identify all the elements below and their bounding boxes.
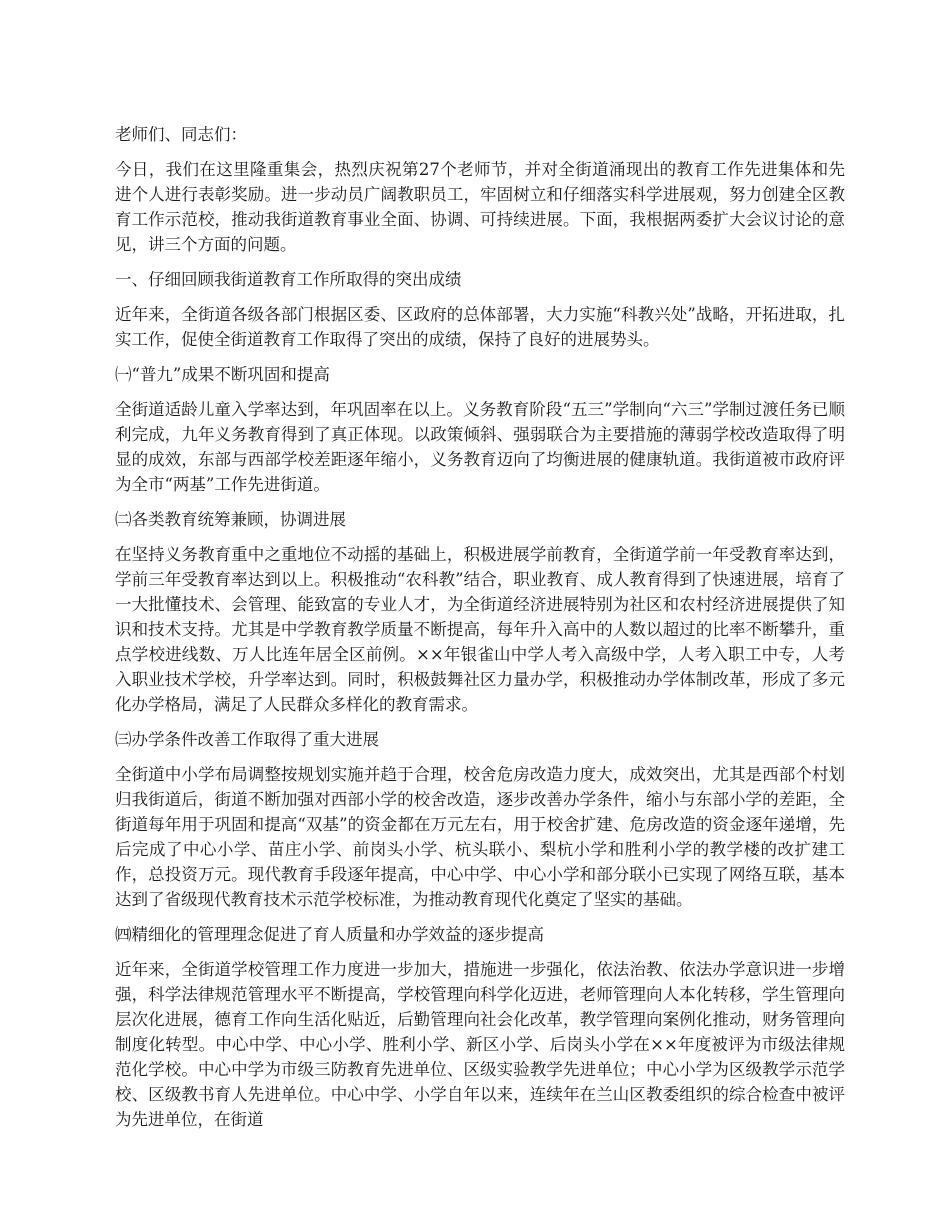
subsection-1-heading: ㈠“普九”成果不断巩固和提高 [115, 365, 330, 384]
subsection-3-paragraph: 全街道中小学布局调整按规划实施并趋于合理，校舍危房改造力度大，成效突出，尤其是西部个村划归我街道后，街道不断加强对西部小学的校舍改造，逐步改善办学条件，缩小与东部小学的差距，全街道每年用于巩固和提高“双基”的资金都在万元左右，用于校舍扩建、危房改造的资金逐年递增，先后完成了中心小学、苗庄小学、前岗头小学、杭头联小、梨杭小学和胜利小学的教学楼的改扩建工作，总投资万元。现代教育手段逐年提高，中心中学、中心小学和部分联小已实现了网络互联，基本达到了省级现代教育技术示范学校标准，为推动教育现代化奠定了坚实的基础。 [115, 765, 845, 909]
subsection-2-paragraph: 在坚持义务教育重中之重地位不动摇的基础上，积极进展学前教育，全街道学前一年受教育率达到，学前三年受教育率达到以上。积极推动“农科教”结合，职业教育、成人教育得到了快速进展，培育了一大批懂技术、会管理、能致富的专业人才，为全街道经济进展特别为社区和农村经济进展提供了知识和技术支持。尤其是中学教育教学质量不断提高，每年升入高中的人数以超过的比率不断攀升，重点学校进线数、万人比连年居全区前例。××年银雀山中学人考入高级中学，人考入职工中专，人考入职业技术学校，升学率达到。同时，积极鼓舞社区力量办学，积极推动办学体制改革，形成了多元化办学格局，满足了人民群众多样化的教育需求。 [115, 545, 845, 714]
subsection-1-paragraph: 全街道适龄儿童入学率达到，年巩固率在以上。义务教育阶段“五三”学制向“六三”学制过渡任务已顺利完成，九年义务教育得到了真正体现。以政策倾斜、强弱联合为主要措施的薄弱学校改造取得了明显的成效，东部与西部学校差距逐年缩小，义务教育迈向了均衡进展的健康轨道。我街道被市政府评为全市“两基”工作先进街道。 [115, 400, 845, 494]
intro-paragraph: 今日，我们在这里隆重集会，热烈庆祝第27个老师节，并对全街道涌现出的教育工作先进集体和先进个人进行表彰奖励。进一步动员广阔教职员工，牢固树立和仔细落实科学进展观，努力创建全区教育工作示范校，推动我街道教育事业全面、协调、可持续进展。下面，我根据两委扩大会议讨论的意见，讲三个方面的问题。 [115, 160, 845, 254]
section-1-heading: 一、仔细回顾我街道教育工作所取得的突出成绩 [115, 270, 462, 289]
subsection-2-heading: ㈡各类教育统筹兼顾，协调进展 [115, 510, 346, 529]
subsection-4-heading: ㈣精细化的管理理念促进了育人质量和办学效益的逐步提高 [115, 925, 544, 944]
subsection-3-heading: ㈢办学条件改善工作取得了重大进展 [115, 730, 379, 749]
subsection-4-paragraph: 近年来，全街道学校管理工作力度进一步加大，措施进一步强化，依法治教、依法办学意识进一步增强，科学法律规范管理水平不断提高，学校管理向科学化迈进，老师管理向人本化转移，学生管理向层次化进展，德育工作向生活化贴近，后勤管理向社会化改革，教学管理向案例化推动，财务管理向制度化转型。中心中学、中心小学、胜利小学、新区小学、后岗头小学在××年度被评为市级法律规范化学校。中心中学为市级三防教育先进单位、区级实验教学先进单位；中心小学为区级教学示范学校、区级教书育人先进单位。中心中学、小学自年以来，连续年在兰山区教委组织的综合检查中被评为先进单位，在街道 [115, 960, 845, 1129]
section-1-intro-paragraph: 近年来，全街道各级各部门根据区委、区政府的总体部署，大力实施“科教兴处”战略，开拓进取，扎实工作，促使全街道教育工作取得了突出的成绩，保持了良好的进展势头。 [115, 305, 845, 349]
salutation: 老师们、同志们： [115, 125, 247, 144]
document-page [115, 122, 845, 1142]
